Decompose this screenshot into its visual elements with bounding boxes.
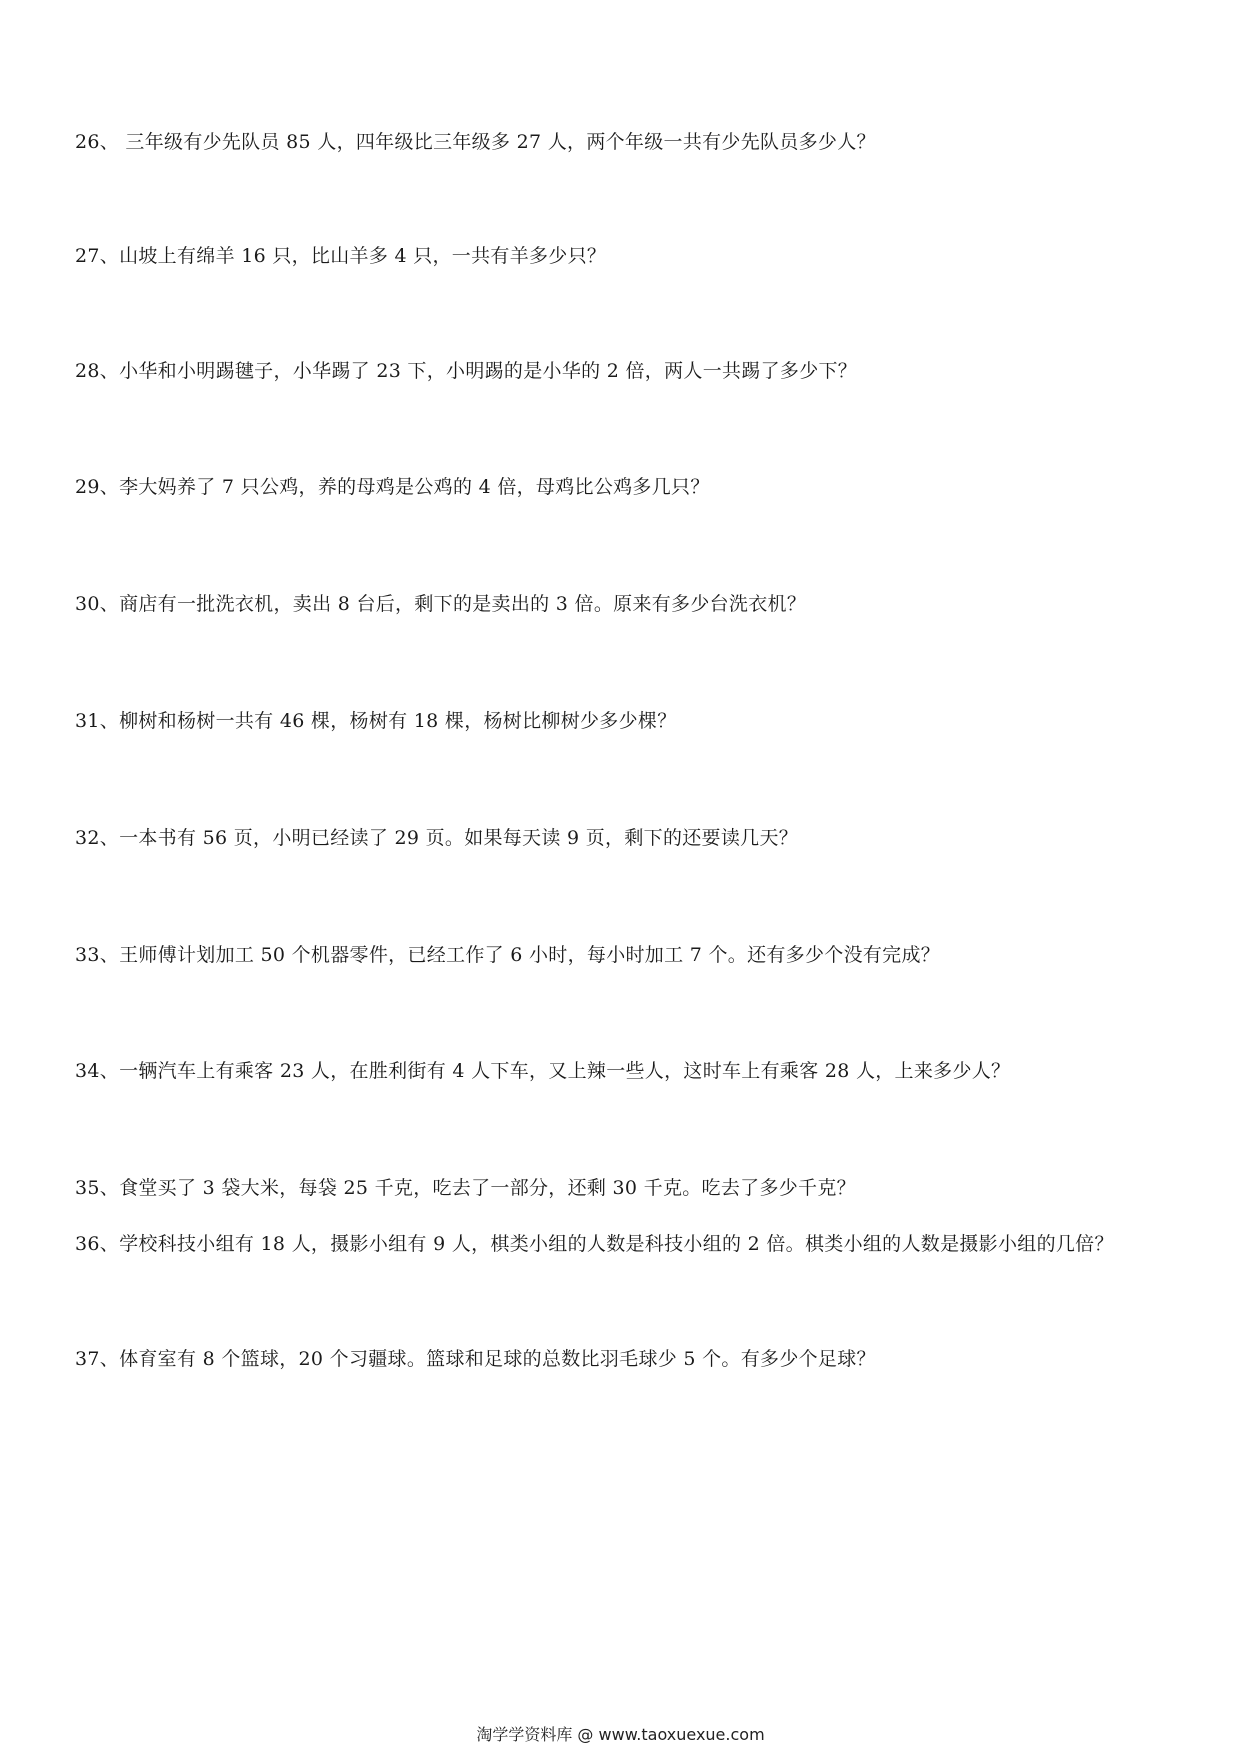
question-36: 36、学校科技小组有 18 人，摄影小组有 9 人，棋类小组的人数是科技小组的 2 倍。棋类小组的人数是摄影小组的几倍？ [75,1233,1114,1255]
question-35: 35、食堂买了 3 袋大米，每袋 25 千克，吃去了一部分，还剩 30 千克。吃去了多少千克？ [75,1177,856,1199]
footer-watermark: 淘学学资料库 @ www.taoxuexue.com [476,1725,765,1744]
question-30: 30、商店有一批洗衣机，卖出 8 台后，剩下的是卖出的 3 倍。原来有多少台洗衣机？ [75,593,807,615]
question-26: 26、 三年级有少先队员 85 人，四年级比三年级多 27 人，两个年级一共有少先队员多少人？ [75,131,876,153]
question-32: 32、一本书有 56 页，小明已经读了 29 页。如果每天读 9 页，剩下的还要读几天？ [75,827,799,849]
question-37: 37、体育室有 8 个篮球，20 个习疆球。篮球和足球的总数比羽毛球少 5 个。有多少个足球？ [75,1348,876,1370]
question-27: 27、山坡上有绵羊 16 只，比山羊多 4 只，一共有羊多少只？ [75,245,607,267]
question-33: 33、王师傅计划加工 50 个机器零件，已经工作了 6 小时，每小时加工 7 个。还有多少个没有完成？ [75,944,941,966]
question-28: 28、小华和小明踢毽子，小华踢了 23 下，小明踢的是小华的 2 倍，两人一共踢了多少下？ [75,360,858,382]
question-29: 29、李大妈养了 7 只公鸡，养的母鸡是公鸡的 4 倍，母鸡比公鸡多几只？ [75,476,710,498]
question-31: 31、柳树和杨树一共有 46 棵，杨树有 18 棵，杨树比柳树少多少棵？ [75,710,677,732]
question-34: 34、一辆汽车上有乘客 23 人，在胜利街有 4 人下车，又上辣一些人，这时车上有乘客 28 人，上来多少人？ [75,1060,1011,1082]
